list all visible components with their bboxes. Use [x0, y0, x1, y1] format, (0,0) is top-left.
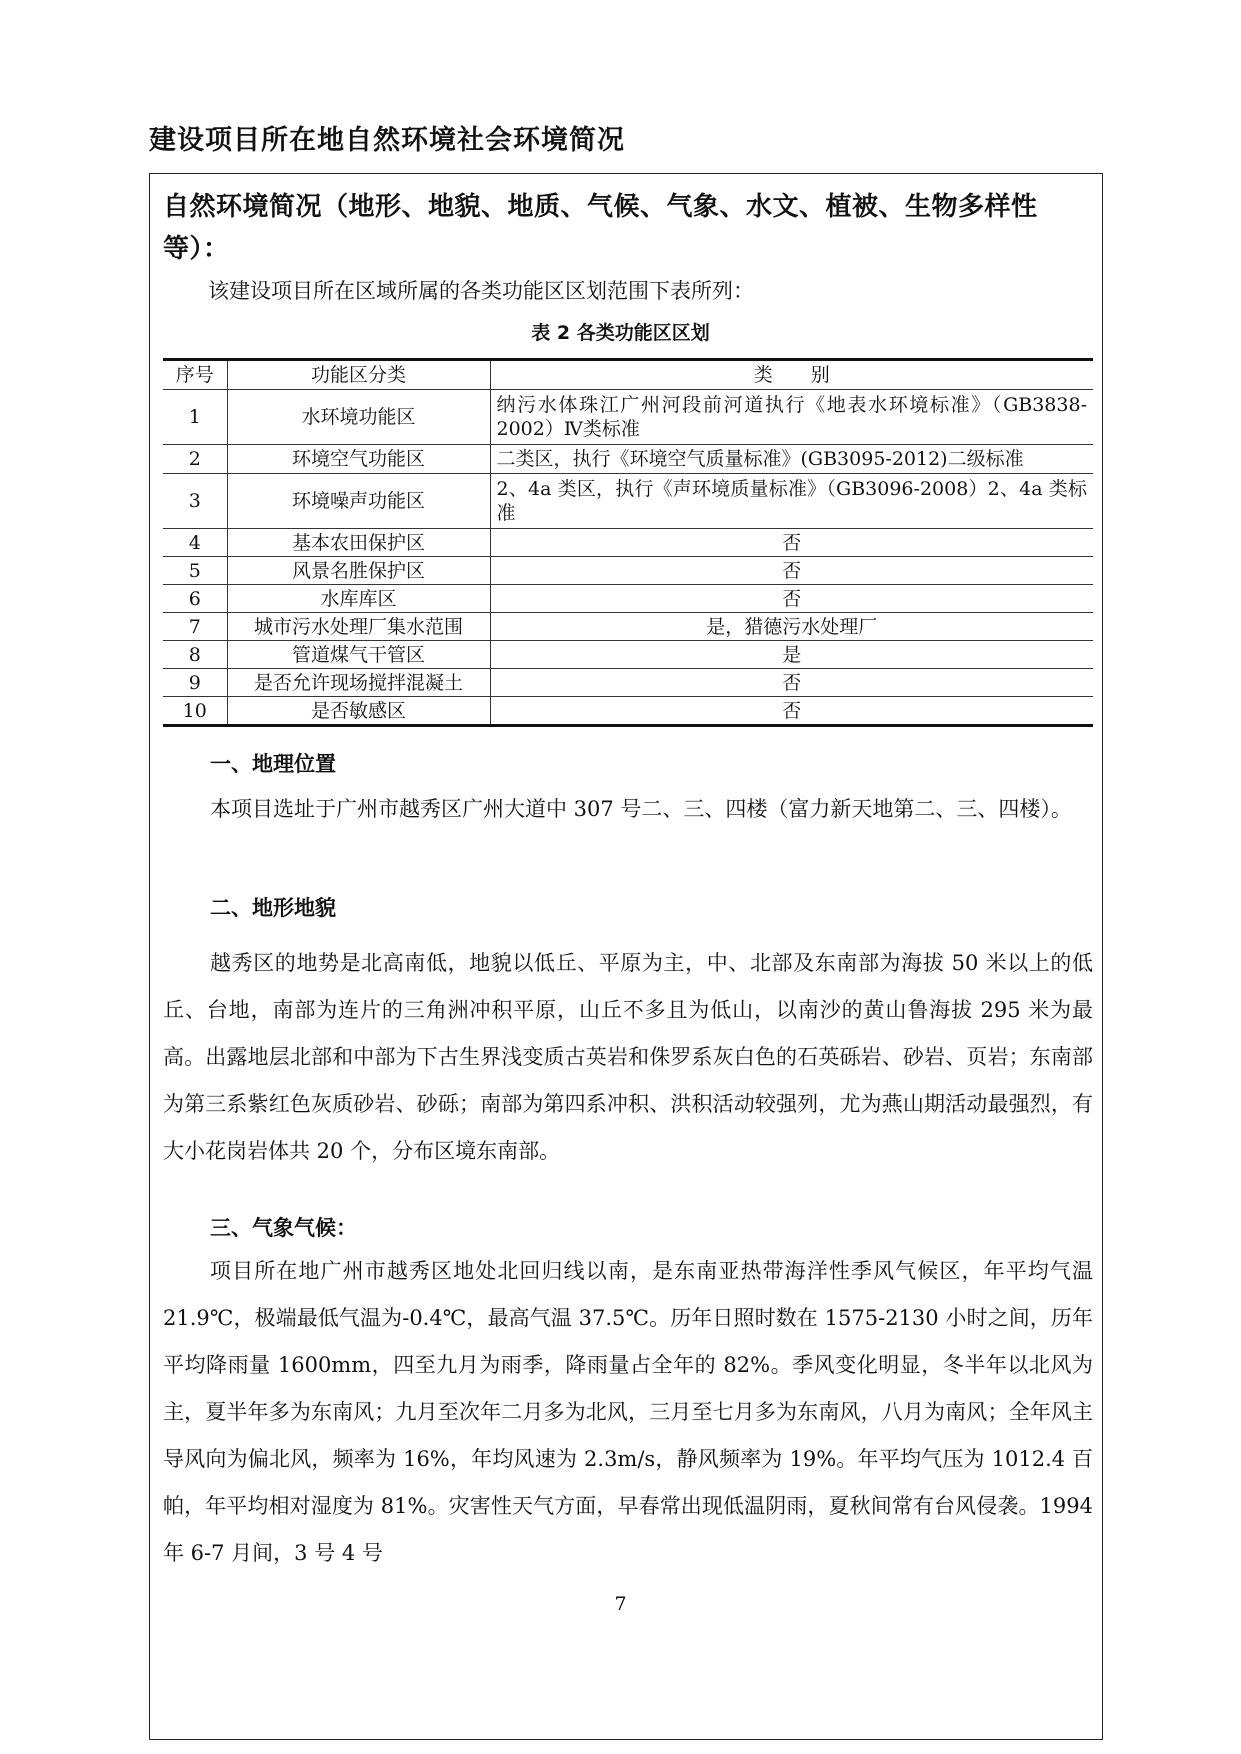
row-zone-type: 城市污水处理厂集水范围 [227, 613, 490, 641]
row-category: 否 [490, 529, 1093, 557]
natural-environment-heading: 自然环境简况（地形、地貌、地质、气候、气象、水文、植被、生物多样性等）： [163, 192, 1038, 264]
row-index: 4 [163, 529, 227, 557]
row-zone-type: 管道煤气干管区 [227, 641, 490, 669]
row-category: 二类区，执行《环境空气质量标准》(GB3095-2012)二级标准 [490, 445, 1093, 474]
table-row [163, 585, 1093, 613]
table-caption: 表 2 各类功能区区划 [531, 322, 710, 344]
row-category: 2、4a 类区，执行《声环境质量标准》（GB3096-2008）2、4a 类标准 [490, 474, 1093, 529]
section-heading-location: 一、地理位置 [210, 752, 336, 776]
row-category: 是 [490, 641, 1093, 669]
row-category: 否 [490, 669, 1093, 697]
row-zone-type: 是否敏感区 [227, 697, 490, 726]
page-heading: 建设项目所在地自然环境社会环境简况 [149, 125, 625, 156]
row-zone-type: 水环境功能区 [227, 390, 490, 445]
row-index: 9 [163, 669, 227, 697]
table-row [163, 529, 1093, 557]
section-text-location: 本项目选址于广州市越秀区广州大道中 307 号二、三、四楼（富力新天地第二、三、四楼）。 [210, 797, 1072, 821]
table-intro: 该建设项目所在区域所属的各类功能区区划范围下表所列： [208, 279, 754, 303]
section-text-terrain: 越秀区的地势是北高南低，地貌以低丘、平原为主，中、北部及东南部为海拔 50 米以上的低丘、台地，南部为连片的三角洲冲积平原，山丘不多且为低山，以南沙的黄山鲁海拔 295 米为最高。出露地层北部和中部为下古生界浅变质古英岩和侏罗系灰白色的石英砾岩、砂岩、页岩；东南部为第三系紫红色灰质砂岩、砂砾；南部为第四系冲积、洪积活动较强列，尤为燕山期活动最强烈，有大小花岗岩体共 20 个，分布区境东南部。 [163, 951, 1093, 1163]
row-index: 8 [163, 641, 227, 669]
row-index: 6 [163, 585, 227, 613]
table-row [163, 390, 1093, 445]
row-zone-type: 环境噪声功能区 [227, 474, 490, 529]
table-row [163, 697, 1093, 726]
row-index: 2 [163, 445, 227, 474]
row-index: 3 [163, 474, 227, 529]
row-category: 是，猎德污水处理厂 [490, 613, 1093, 641]
row-zone-type: 风景名胜保护区 [227, 557, 490, 585]
row-index: 5 [163, 557, 227, 585]
table-row [163, 669, 1093, 697]
row-category: 纳污水体珠江广州河段前河道执行《地表水环境标准》（GB3838-2002）Ⅳ类标准 [490, 390, 1093, 445]
table-row [163, 613, 1093, 641]
row-category: 否 [490, 557, 1093, 585]
row-zone-type: 环境空气功能区 [227, 445, 490, 474]
row-index: 1 [163, 390, 227, 445]
table-row [163, 474, 1093, 529]
row-category: 否 [490, 697, 1093, 726]
row-zone-type: 是否允许现场搅拌混凝土 [227, 669, 490, 697]
header-zone-type: 功能区分类 [227, 360, 490, 390]
header-index: 序号 [163, 360, 227, 390]
section-heading-terrain: 二、地形地貌 [210, 896, 336, 920]
section-heading-climate: 三、气象气候： [210, 1216, 357, 1240]
table-row [163, 641, 1093, 669]
table-row [163, 557, 1093, 585]
row-index: 10 [163, 697, 227, 726]
page-number: 7 [614, 1593, 627, 1615]
row-index: 7 [163, 613, 227, 641]
function-zone-table [163, 358, 1093, 727]
section-text-climate: 项目所在地广州市越秀区地处北回归线以南，是东南亚热带海洋性季风气候区，年平均气温 21.9℃，极端最低气温为-0.4℃，最高气温 37.5℃。历年日照时数在 1575-2130 小时之间，历年平均降雨量 1600mm，四至九月为雨季，降雨量占全年的 82%。季风变化明显，冬半年以北风为主，夏半年多为东南风；九月至次年二月多为北风，三月至七月多为东南风，八月为南风；全年风主导风向为偏北风，频率为 16%，年均风速为 2.3m/s，静风频率为 19%。年平均气压为 1012.4 百帕，年平均相对湿度为 81%。灾害性天气方面，早春常出现低温阴雨，夏秋间常有台风侵袭。1994 年 6-7 月间，3 号 4 号 [163, 1259, 1093, 1565]
table-header-row [163, 360, 1093, 390]
row-zone-type: 基本农田保护区 [227, 529, 490, 557]
header-category: 类 别 [490, 360, 1093, 390]
table-row [163, 445, 1093, 474]
row-zone-type: 水库库区 [227, 585, 490, 613]
row-category: 否 [490, 585, 1093, 613]
